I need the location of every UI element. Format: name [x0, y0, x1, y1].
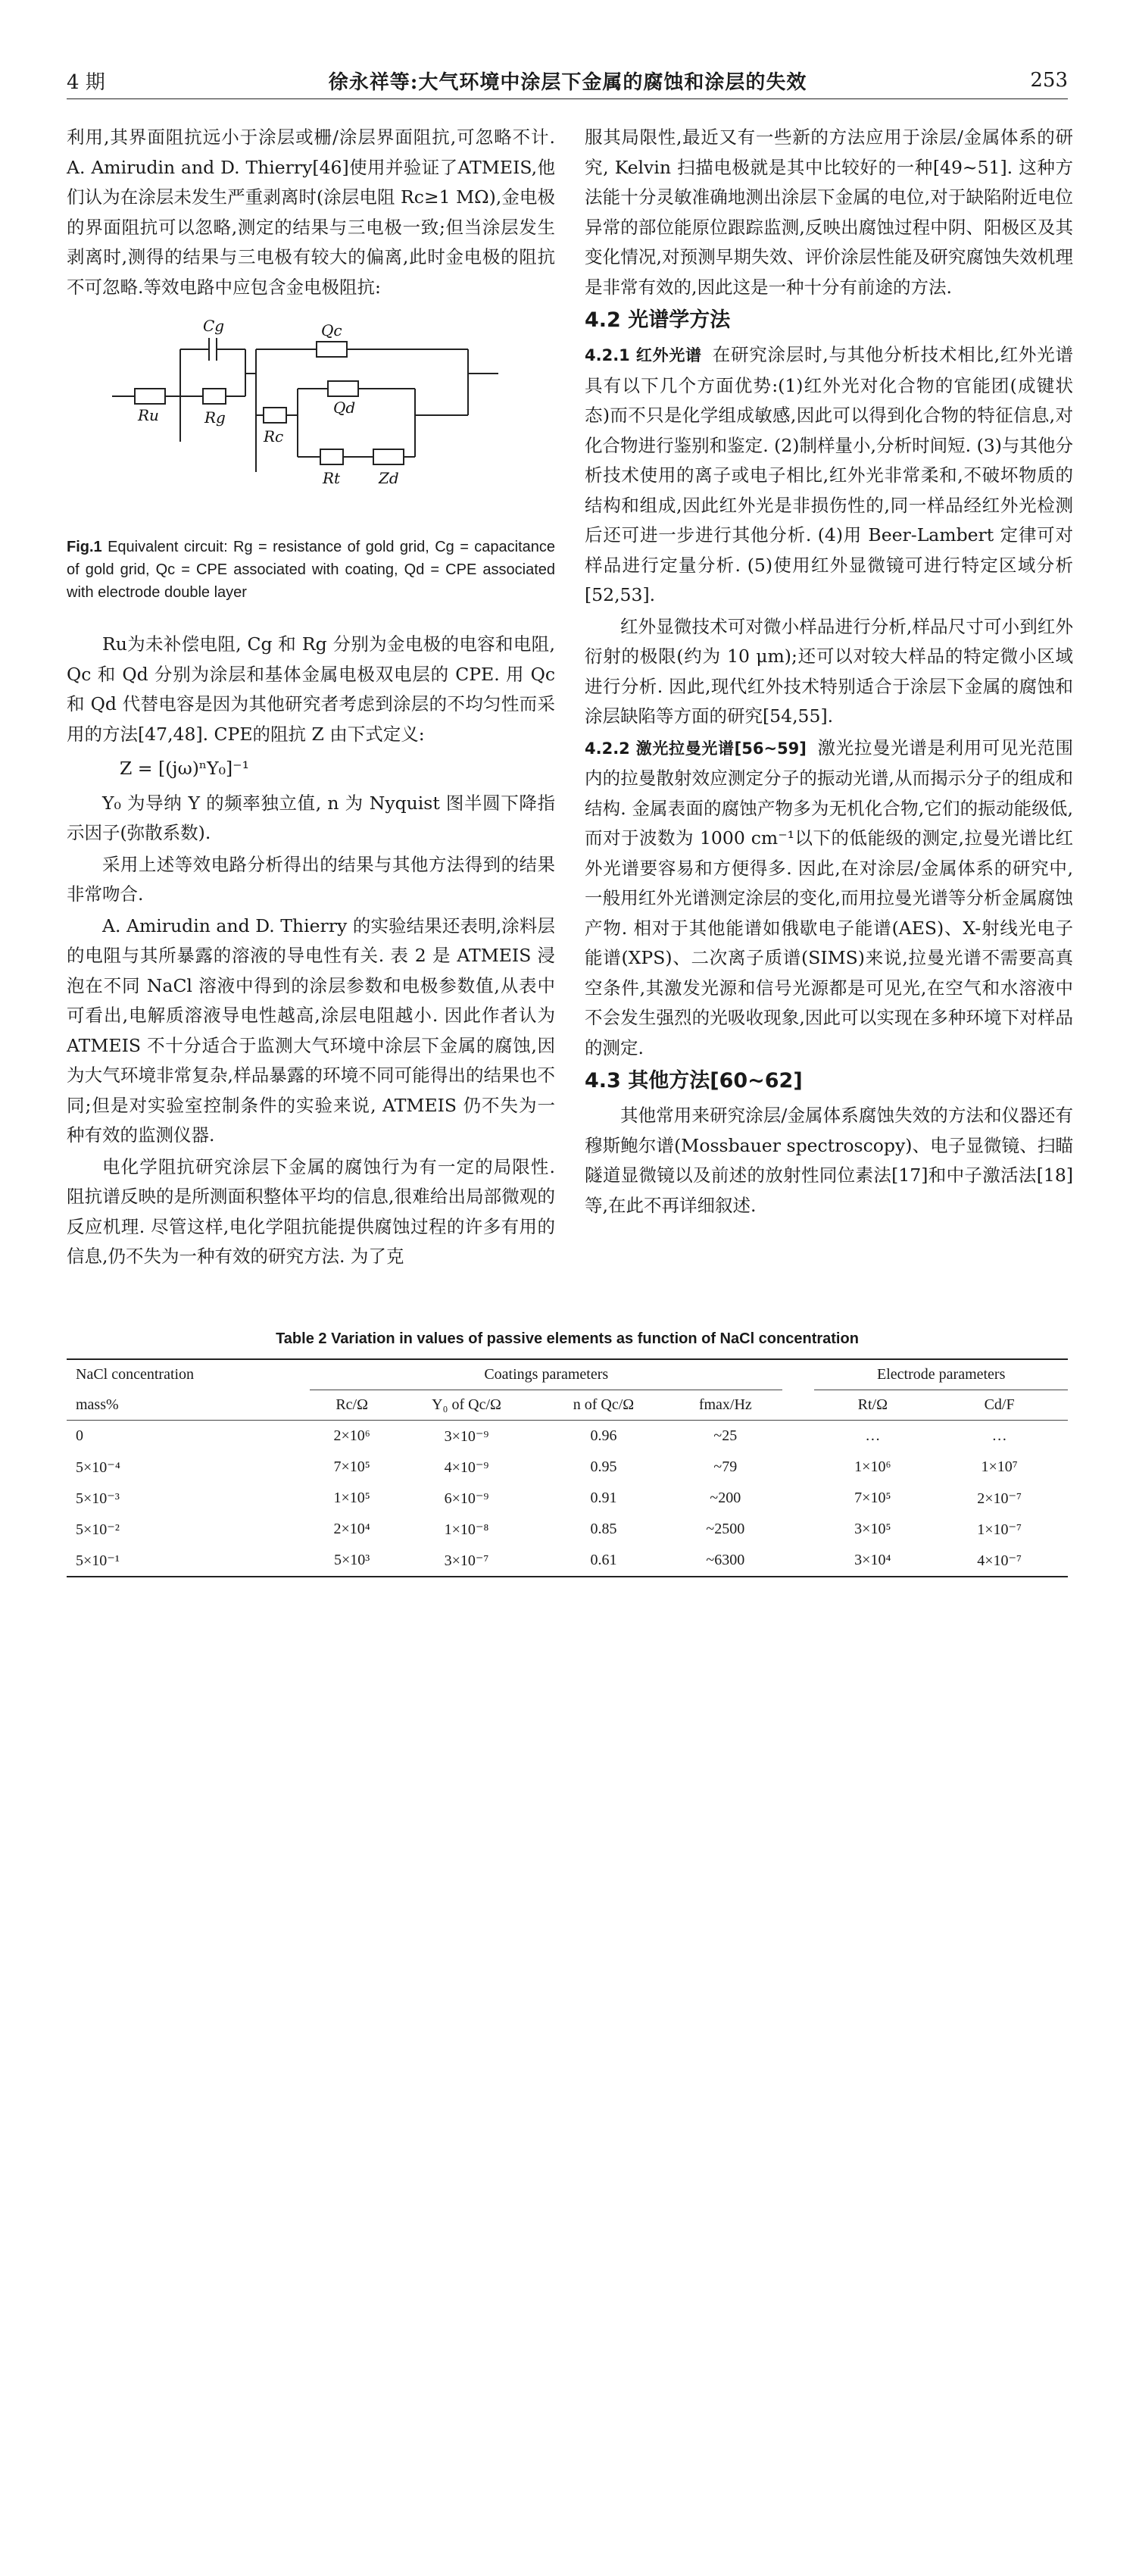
col-head: Y₀ of Qc/Ω [394, 1390, 539, 1421]
running-header [67, 62, 1068, 99]
table-row [67, 1545, 1068, 1577]
label-rt: Rt [323, 469, 341, 487]
table-cell: ~6300 [668, 1545, 782, 1577]
col-head: Rt/Ω [814, 1390, 931, 1421]
right-column [585, 123, 1073, 1222]
table-cell: 3×10⁴ [814, 1545, 931, 1577]
paragraph: 服其局限性,最近又有一些新的方法应用于涂层/金属体系的研究, Kelvin 扫描电极就是其中比较好的一种[49~51]. 这种方法能十分灵敏准确地测出涂层下金属的电位,对于缺陷附近电位异常的部位能原位跟踪监测,反映出腐蚀过程中阴、阳极区及其变化情况,对预测早期失效、评价涂层性能及研究腐蚀失效机理是非常有效的,因此这是一种十分有前途的方法. [585, 127, 1073, 298]
label-qd: Qd [333, 399, 356, 417]
table-cell: ~200 [710, 1490, 741, 1506]
table-cell: ~79 [713, 1458, 738, 1475]
table-cell: 5×10⁻¹ [67, 1545, 310, 1577]
col-head: Rc/Ω [310, 1390, 394, 1421]
figure-caption-text: Equivalent circuit: Rg = resistance of gold grid, Cg = capacitance of gold grid, Qc = CPE associated with coating, Qd = CPE associated with electrode double layer [67, 539, 556, 601]
figure-caption-label: Fig.1 [67, 539, 102, 555]
table-cell: 0.95 [590, 1458, 617, 1475]
table-cell: … [991, 1427, 1007, 1444]
table-cell: 6×10⁻⁹ [444, 1490, 489, 1507]
table-2 [67, 1330, 1068, 1577]
table-cell: 3×10⁻⁷ [394, 1545, 539, 1577]
paragraph: 采用上述等效电路分析得出的结果与其他方法得到的结果非常吻合. [67, 853, 555, 905]
table-row [67, 1452, 1068, 1483]
paragraph-ir [585, 340, 1073, 611]
table-row [67, 1421, 1068, 1452]
table-cell: 0.61 [539, 1545, 668, 1577]
subsection-heading-4-2-2: 4.2.2 激光拉曼光谱[56~59] [585, 739, 807, 758]
group-head-coatings: Coatings parameters [310, 1359, 782, 1390]
parameters-table [67, 1358, 1068, 1577]
subsection-heading-4-2-1: 4.2.1 红外光谱 [585, 346, 702, 364]
paragraph: A. Amirudin and D. Thierry 的实验结果还表明,涂料层的电阻与其所暴露的溶液的导电性有关. 表 2 是 ATMEIS 浸泡在不同 NaCl 溶液中得到的涂层参数和电极参数值,从表中可看出,电解质溶液导电性越高,涂层电阻越小. 因此作者认为 ATMEIS 不十分适合于监测大气环境中涂层下金属的腐蚀,因为大气环境非常复杂,样品暴露的环境不同可能得出的结果也不同;但是对实验室控制条件的实验来说, ATMEIS 仍不失为一种有效的监测仪器. [67, 914, 555, 1146]
label-zd: Zd [379, 469, 399, 487]
paragraph: 电化学阻抗研究涂层下金属的腐蚀行为有一定的局限性. 阻抗谱反映的是所测面积整体平均的信息,很难给出局部微观的反应机理. 尽管这样,电化学阻抗能提供腐蚀过程的许多有用的信息,仍不失为一种有效的研究方法. 为了克 [67, 1155, 555, 1267]
table-cell: 5×10⁻³ [76, 1490, 120, 1507]
table-cell: 7×10⁵ [333, 1458, 370, 1475]
group-head-electrode: Electrode parameters [814, 1359, 1068, 1390]
table-cell: 5×10³ [310, 1545, 394, 1577]
paragraph-text: 在研究涂层时,与其他分析技术相比,红外光谱具有以下几个方面优势:(1)红外光对化合物的官能团(成键状态)而不只是化学组成敏感,因此可以得到化合物的特征信息,对化合物进行鉴别和鉴定. (2)制样量小,分析时间短. (3)与其他分析技术使用的离子或电子相比,红外光非常柔和,不破坏物质的结构和组成,因此红外光是非损伤性的,同一样品经红外光检测后还可进一步进行其他分析. (4)用 Beer-Lambert 定律可对样品进行定量分析. (5)使用红外显微镜可进行特定区域分析[52,53]. [585, 344, 1073, 605]
paragraph: Ru为未补偿电阻, Cg 和 Rg 分别为金电极的电容和电阻, Qc 和 Qd 分别为涂层和基体金属电极双电层的 CPE. 用 Qc 和 Qd 代替电容是因为其他研究者考虑到涂层的不均匀性而采用的方法[47,48]. CPE的阻抗 Z 由下式定义: [67, 633, 555, 745]
table-cell: 2×10⁴ [333, 1521, 370, 1537]
table-cell: 2×10⁻⁷ [977, 1490, 1022, 1507]
paragraph: 利用,其界面阻抗远小于涂层或栅/涂层界面阻抗,可忽略不计. A. Amirudin and D. Thierry[46]使用并验证了ATMEIS,他们认为在涂层未发生严重剥离时(涂层电阻 Rc≥1 MΩ),金电极的界面阻抗可以忽略,测定的结果与三电极一致;但当涂层发生剥离时,测得的结果与三电极有较大的偏离,此时金电极的阻抗不可忽略.等效电路中应包含金电极阻抗: [67, 127, 555, 298]
table-row [67, 1483, 1068, 1514]
table-cell: 1×10⁻⁸ [444, 1521, 489, 1538]
table-cell: ~25 [713, 1427, 738, 1444]
paragraph-raman [585, 733, 1073, 1064]
table-cell: 3×10⁻⁹ [444, 1428, 489, 1445]
paragraph: Y₀ 为导纳 Y 的频率独立值, n 为 Nyquist 图半圆下降指示因子(弥散系数). [67, 792, 555, 843]
label-rg: Rg [204, 408, 226, 427]
table-cell: 5×10⁻² [76, 1521, 120, 1538]
label-ru: Ru [138, 406, 159, 424]
col-head: fmax/Hz [668, 1390, 782, 1421]
table-cell: 7×10⁵ [854, 1490, 891, 1506]
table-cell: 0 [76, 1427, 83, 1444]
table-cell: 4×10⁻⁹ [444, 1459, 489, 1476]
circuit-diagram [112, 313, 506, 495]
table-title: Table 2 Variation in values of passive elements as function of NaCl concentration [276, 1330, 859, 1347]
table-row [67, 1514, 1068, 1545]
cpe-formula: Z = [(jω)ⁿY₀]⁻¹ [120, 758, 250, 779]
running-title: 徐永祥等:大气环境中涂层下金属的腐蚀和涂层的失效 [328, 70, 807, 94]
page-number: 253 [1030, 69, 1068, 92]
paragraph: 红外显微技术可对微小样品进行分析,样品尺寸可小到红外衍射的极限(约为 10 μm);还可以对较大样品的特定微小区域进行分析. 因此,现代红外技术特别适合于涂层下金属的腐蚀和涂层缺陷等方面的研究[54,55]. [585, 615, 1073, 727]
equivalent-circuit-figure [112, 313, 506, 525]
table-cell: 4×10⁻⁷ [931, 1545, 1068, 1577]
paragraph: 其他常用来研究涂层/金属体系腐蚀失效的方法和仪器还有穆斯鲍尔谱(Mossbauer spectroscopy)、电子显微镜、扫瞄隧道显微镜以及前述的放射性同位素法[17]和中子激活法[18]等,在此不再详细叙述. [585, 1105, 1073, 1216]
label-qc: Qc [321, 321, 342, 339]
col-head-concentration: NaCl concentration [67, 1359, 310, 1390]
table-cell: 0.85 [590, 1521, 617, 1537]
col-head-mass: mass% [67, 1390, 310, 1421]
figure-caption [67, 536, 555, 604]
table-cell: 2×10⁶ [333, 1427, 370, 1444]
col-head: n of Qc/Ω [539, 1390, 668, 1421]
section-heading-4-3: 4.3 其他方法[60~62] [585, 1069, 803, 1093]
table-cell: 1×10⁶ [854, 1458, 891, 1475]
issue-number: 4 期 [67, 70, 105, 94]
table-cell: 1×10⁷ [981, 1458, 1018, 1475]
table-cell: 3×10⁵ [854, 1521, 891, 1537]
label-rc: Rc [264, 427, 284, 445]
section-heading-4-2: 4.2 光谱学方法 [585, 308, 731, 332]
left-column [67, 123, 555, 1274]
table-cell: 5×10⁻⁴ [76, 1459, 120, 1476]
table-cell: 0.96 [590, 1427, 617, 1444]
col-head: Cd/F [931, 1390, 1068, 1421]
table-cell: 1×10⁻⁷ [977, 1521, 1022, 1538]
table-cell: 1×10⁵ [333, 1490, 370, 1506]
label-cg: Cg [203, 317, 225, 335]
table-cell: ~2500 [706, 1521, 745, 1537]
table-cell: 0.91 [590, 1490, 617, 1506]
table-cell: … [865, 1427, 881, 1444]
paragraph-text: 激光拉曼光谱是利用可见光范围内的拉曼散射效应测定分子的振动光谱,从而揭示分子的组成和结构. 金属表面的腐蚀产物多为无机化合物,它们的振动能级低,而对于波数为 1000 cm⁻¹以下的低能级的测定,拉曼光谱比红外光谱要容易和方便得多. 因此,在对涂层/金属体系的研究中,一般用红外光谱测定涂层的变化,而用拉曼光谱等分析金属腐蚀产物. 相对于其他能谱如俄歇电子能谱(AES)、X-射线光电子能谱(XPS)、二次离子质谱(SIMS)来说,拉曼光谱不需要高真空条件,其激发光源和信号光源都是可见光,在空气和水溶液中不会发生强烈的光吸收现象,因此可以实现在多种环境下对样品的测定. [585, 736, 1074, 1058]
